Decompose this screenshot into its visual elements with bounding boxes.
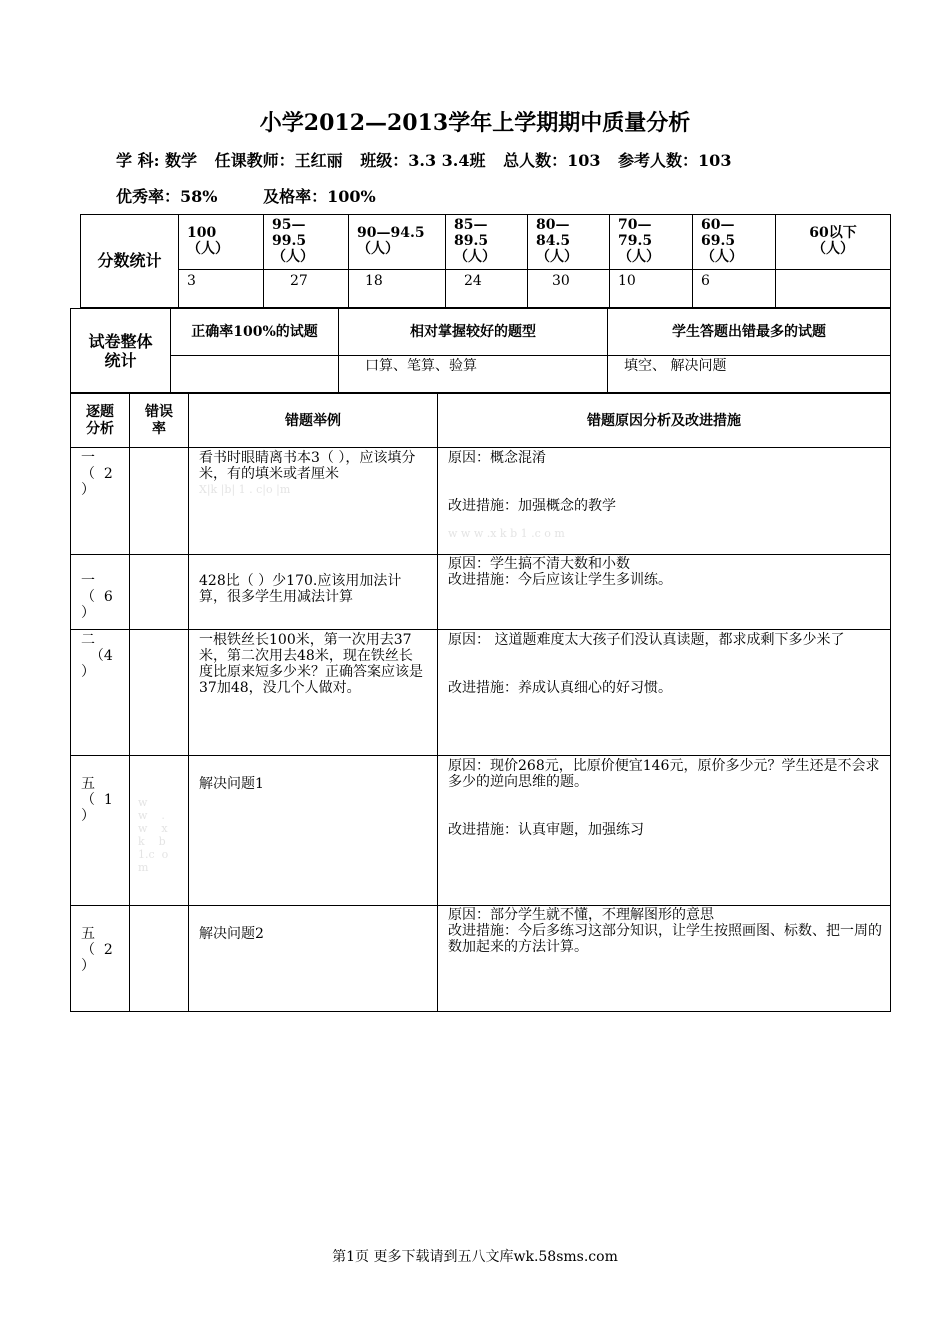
total-students: 总人数：103 [503,151,601,170]
info-line-1 [116,148,743,171]
question-number: 五 （ 1 ） [71,756,130,906]
reason-text: 原因： 这道题难度太大孩子们没认真读题，都求成剩下多少米了 改进措施：养成认真细心的好习惯。 [448,632,845,696]
error-example [189,906,438,1012]
error-example [189,555,438,630]
error-example-text: 428比（ ）少170.应该用加法计算，很多学生用减法计算 [199,573,402,605]
error-rate [130,756,189,906]
error-rate [130,630,189,756]
range-below-60: 60以下 （人） [776,215,891,270]
overall-value-correct [171,356,339,393]
page-title: 小学2012—2013学年上学期期中质量分析 [259,110,691,136]
question-number: 二 （4 ） [71,630,130,756]
subject: 学 科: 数学 [116,151,198,170]
overall-value-errors: 填空、 解决问题 [608,356,891,393]
range-80: 80— 84.5 （人） [528,215,610,270]
table-row [71,756,891,906]
count-below-60 [776,270,891,308]
count-85: 24 [446,270,528,308]
overall-header-errors: 学生答题出错最多的试题 [608,309,891,356]
reason-analysis [438,756,891,906]
watermark-text: w w w .x k b 1 .c o m [448,527,565,540]
analysis-header-example: 错题举例 [189,394,438,448]
range-70: 70— 79.5 （人） [610,215,693,270]
count-100: 3 [179,270,264,308]
range-85: 85— 89.5 （人） [446,215,528,270]
analysis-table [70,393,891,1012]
overall-label: 试卷整体 统计 [71,309,171,393]
range-60: 60— 69.5 （人） [693,215,776,270]
error-rate [130,906,189,1012]
question-number: 一 （ 2 ） [71,448,130,555]
error-example [189,448,438,555]
question-number: 一 （ 6 ） [71,555,130,630]
analysis-header-reason: 错题原因分析及改进措施 [438,394,891,448]
error-rate [130,555,189,630]
score-stats-label: 分数统计 [81,215,179,308]
table-row [71,906,891,1012]
table-row [71,630,891,756]
overall-header-correct: 正确率100%的试题 [171,309,339,356]
participants: 参考人数：103 [618,151,732,170]
error-example-text: 看书时眼睛离书本3（ ），应该填分米，有的填米或者厘米 [199,450,416,482]
reason-text: 原因：学生搞不清大数和小数 改进措施：今后应该让学生多训练。 [448,556,672,588]
count-60: 6 [693,270,776,308]
count-80: 30 [528,270,610,308]
table-row [71,448,891,555]
range-95: 95— 99.5 （人） [264,215,349,270]
error-example-text: 解决问题2 [199,926,264,942]
excellent-rate: 优秀率：58% [116,187,218,206]
error-example [189,630,438,756]
reason-text: 原因：现价268元，比原价便宜146元，原价多少元？学生还是不会求多少的逆向思维的题。 改进措施：认真审题，加强练习 [448,758,880,838]
overall-header-good: 相对掌握较好的题型 [339,309,608,356]
reason-analysis [438,555,891,630]
error-example-text: 一根铁丝长100米，第一次用去37米，第二次用去48米，现在铁丝长度比原来短多少米？正确答案应该是37加48，没几个人做对。 [199,632,423,696]
error-example-text: 解决问题1 [199,776,264,792]
count-70: 10 [610,270,693,308]
score-stats-table [80,214,891,308]
page-footer: 第1页 更多下载请到五八文库wk.58sms.com [332,1249,618,1265]
watermark-text: X|k |b| 1 . c|o |m [199,483,291,496]
table-row [71,555,891,630]
reason-analysis [438,906,891,1012]
reason-analysis [438,630,891,756]
reason-text: 原因：部分学生就不懂，不理解图形的意思 改进措施：今后多练习这部分知识，让学生按照画图、标数、把一周的数加起来的方法计算。 [448,907,882,955]
count-90: 18 [349,270,446,308]
range-90: 90—94.5 （人） [349,215,446,270]
reason-analysis [438,448,891,555]
error-example [189,756,438,906]
reason-text: 原因：概念混淆 改进措施：加强概念的教学 [448,450,616,514]
question-number: 五 （ 2 ） [71,906,130,1012]
overall-value-good: 口算、笔算、验算 [339,356,608,393]
pass-rate: 及格率：100% [263,187,376,206]
overall-stats-table [70,308,891,393]
analysis-header-question: 逐题 分析 [71,394,130,448]
info-line-2 [116,184,388,207]
range-100: 100 （人） [179,215,264,270]
class: 班级：3.3 3.4班 [360,151,486,170]
teacher: 任课教师：王红丽 [214,151,343,170]
watermark-text: w w . w x k b 1.c o m [138,796,169,874]
analysis-header-rate: 错误 率 [130,394,189,448]
count-95: 27 [264,270,349,308]
error-rate [130,448,189,555]
